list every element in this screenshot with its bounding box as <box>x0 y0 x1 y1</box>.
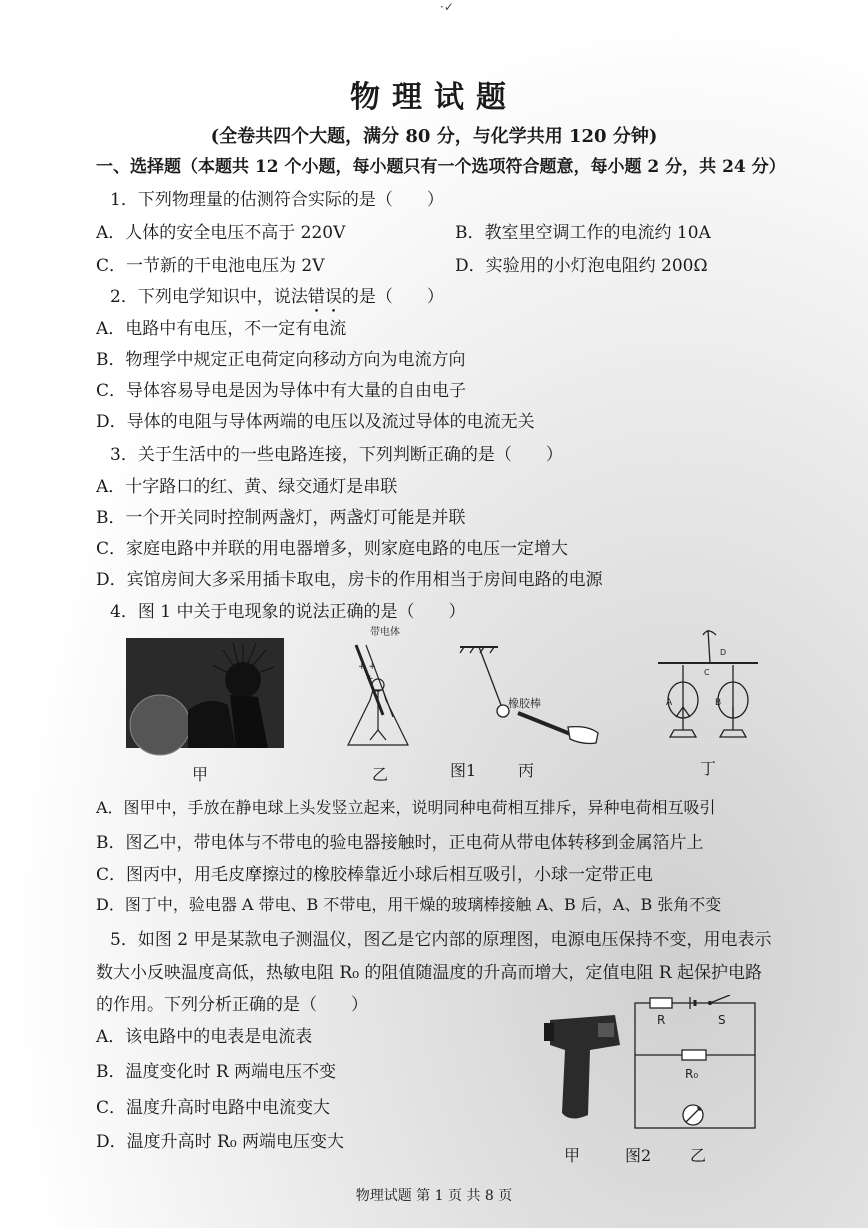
fig2-circuit <box>635 995 755 1128</box>
q3-option-d: D．宾馆房间大多采用插卡取电，房卡的作用相当于房间电路的电源 <box>96 570 603 590</box>
fig1-number-label: 图1 <box>450 761 477 780</box>
q1-option-c: C．一节新的干电池电压为 2V <box>96 256 325 276</box>
page-subtitle: (全卷共四个大题，满分 80 分，与化学共用 120 分钟) <box>210 126 658 147</box>
figure-2 <box>540 995 780 1140</box>
figure-1 <box>118 625 778 775</box>
svg-text:+: + <box>366 674 374 684</box>
q2-option-a: A．电路中有电压，不一定有电流 <box>96 319 347 339</box>
fig2-thermometer-gun <box>544 1015 620 1119</box>
svg-text:+ +: + + <box>358 662 376 672</box>
q4-option-d: D．图丁中，验电器 A 带电、B 不带电，用干燥的玻璃棒接触 A、B 后，A、B 张角不变 <box>96 895 722 914</box>
fig2-jia-label: 甲 <box>564 1146 581 1165</box>
q4-option-c: C．图丙中，用毛皮摩擦过的橡胶棒靠近小球后相互吸引，小球一定带正电 <box>96 865 654 885</box>
q1-option-b: B．教室里空调工作的电流约 10A <box>455 223 711 243</box>
fig2-s-label: S <box>718 1013 726 1027</box>
q2-stem-post: 的是（ ） <box>341 287 444 307</box>
q5-stem-line1: 5．如图 2 甲是某款电子测温仪，图乙是它内部的原理图，电源电压保持不变，用电表示 <box>110 930 772 950</box>
fig1-yi-label: 乙 <box>372 765 389 784</box>
q4-stem: 4．图 1 中关于电现象的说法正确的是（ ） <box>110 602 466 622</box>
fig1-label-b: B <box>715 698 722 708</box>
q3-stem: 3．关于生活中的一些电路连接，下列判断正确的是（ ） <box>110 445 563 465</box>
fig1-ding-electroscopes <box>658 630 758 737</box>
section-heading: 一、选择题（本题共 12 个小题，每小题只有一个选项符合题意，每小题 2 分，共 24 分） <box>96 157 786 177</box>
fig2-r0-label: R₀ <box>685 1067 699 1081</box>
fig1-label-c: C <box>704 668 710 677</box>
fig1-bing-pendulum <box>460 647 598 744</box>
q2-option-d: D．导体的电阻与导体两端的电压以及流过导体的电流无关 <box>96 412 535 432</box>
q3-option-c: C．家庭电路中并联的用电器增多，则家庭电路的电压一定增大 <box>96 539 569 559</box>
q1-option-a: A．人体的安全电压不高于 220V <box>96 223 346 243</box>
q2-option-b: B．物理学中规定正电荷定向移动方向为电流方向 <box>96 350 466 370</box>
scan-mark: ·✓ <box>440 0 454 14</box>
q1-stem: 1．下列物理量的估测符合实际的是（ ） <box>110 190 444 210</box>
q5-stem-line2: 数大小反映温度高低，热敏电阻 R₀ 的阻值随温度的升高而增大，定值电阻 R 起保护电路 <box>96 963 763 983</box>
page-footer: 物理试题 第 1 页 共 8 页 <box>355 1188 513 1204</box>
q3-option-a: A．十字路口的红、黄、绿交通灯是串联 <box>96 477 398 497</box>
q5-stem-line3: 的作用。下列分析正确的是（ ） <box>96 995 368 1015</box>
q5-option-d: D．温度升高时 R₀ 两端电压变大 <box>96 1132 345 1152</box>
fig2-yi-label: 乙 <box>690 1146 707 1165</box>
q2-stem <box>110 282 444 317</box>
q5-option-b: B．温度变化时 R 两端电压不变 <box>96 1062 337 1082</box>
q4-option-b: B．图乙中，带电体与不带电的验电器接触时，正电荷从带电体转移到金属箔片上 <box>96 833 704 853</box>
q5-option-a: A．该电路中的电表是电流表 <box>96 1027 313 1047</box>
page-title: 物理试题 <box>350 80 518 115</box>
fig1-jia-label: 甲 <box>192 765 209 784</box>
fig1-bing-label: 丙 <box>518 761 535 780</box>
fig1-yi-electroscope <box>348 645 408 745</box>
fig1-label-d: D <box>720 648 727 657</box>
q2-stem-emph: 错误 <box>307 287 342 307</box>
fig1-label-a: A <box>666 698 673 708</box>
q3-option-b: B．一个开关同时控制两盏灯，两盏灯可能是并联 <box>96 508 466 528</box>
q4-option-a: A．图甲中，手放在静电球上头发竖立起来，说明同种电荷相互排斥，异种电荷相互吸引 <box>96 798 716 817</box>
fig1-jia-photo <box>126 638 284 755</box>
q2-stem-pre: 2．下列电学知识中，说法 <box>110 287 308 307</box>
fig1-ding-label: 丁 <box>700 759 717 778</box>
q5-option-c: C．温度升高时电路中电流变大 <box>96 1098 331 1118</box>
q2-option-c: C．导体容易导电是因为导体中有大量的自由电子 <box>96 381 467 401</box>
fig2-r-label: R <box>657 1013 666 1027</box>
fig1-rubber-rod-label: 橡胶棒 <box>508 697 541 710</box>
q1-option-d: D．实验用的小灯泡电阻约 200Ω <box>455 256 708 276</box>
fig1-charged-body-label: 带电体 <box>370 627 400 638</box>
fig2-number-label: 图2 <box>625 1146 652 1165</box>
